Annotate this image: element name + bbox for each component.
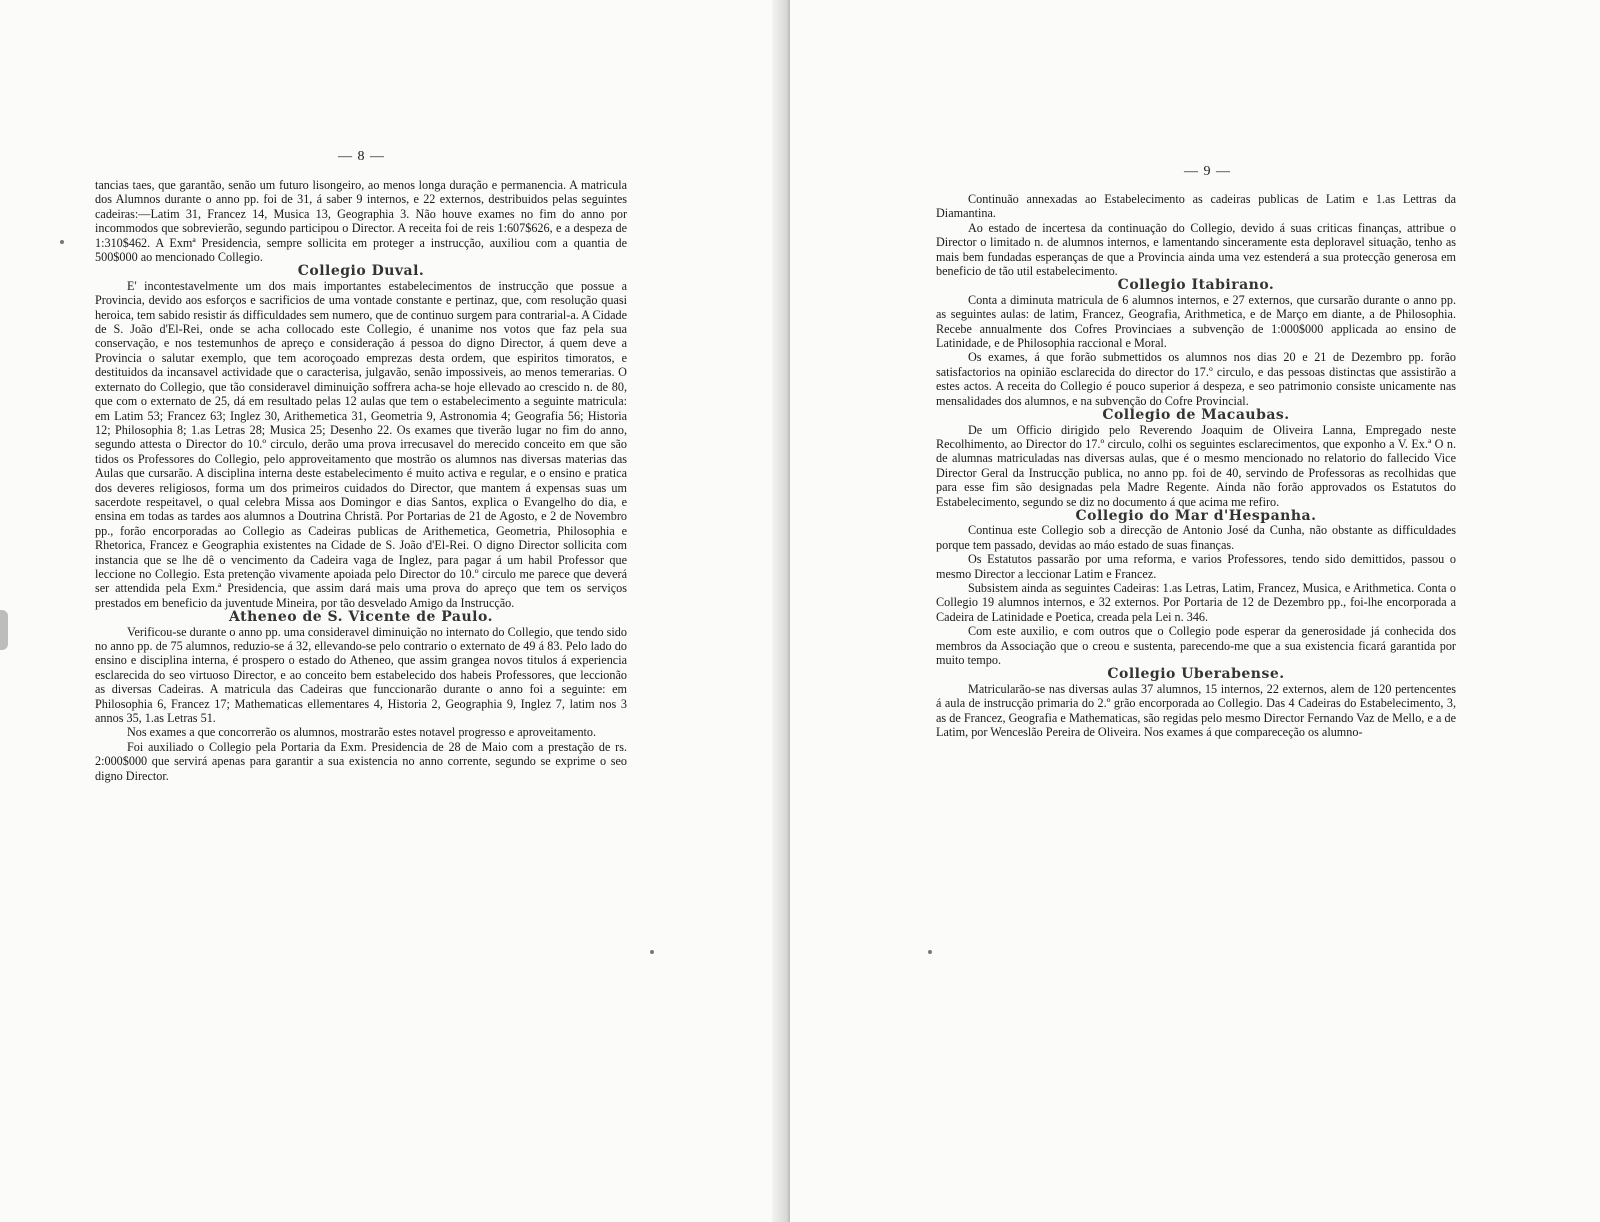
section-heading: Collegio Itabirano. <box>1117 277 1275 294</box>
section-heading: Collegio Uberabense. <box>1107 666 1285 683</box>
paragraph: Os Estatutos passarão por uma reforma, e varios Professores, tendo sido demittidos, passou o mesmo Director a leccionar Latim e Francez. <box>936 552 1456 581</box>
right-column <box>936 192 1456 739</box>
page-edge-mark <box>0 610 8 650</box>
paragraph: Ao estado de incertesa da continuação do Collegio, devido á suas criticas finanças, attribue o Director o limitado n. de alumnos internos, e lamentando sinceramente esta deploravel situação, tenho as mais bem fundadas esperanças de que a Provincia ainda uma vez estenderá a sua protecção generosa em beneficio de tão util estabelecimento. <box>936 220 1456 279</box>
paragraph: Os exames, á que forão submettidos os alumnos nos dias 20 e 21 de Dezembro pp. forão satisfactorios na opinião esclarecida do director do 17.º circulo, e das pessoas distinctas que assistirão a estes actos. A receita do Collegio é pouco superior á despeza, e seo patrimonio consiste unicamente nas mensalidades dos alumnos, e na subvenção do Cofre Provincial. <box>936 350 1456 408</box>
left-column <box>95 178 627 783</box>
paragraph: Com este auxilio, e com outros que o Collegio pode esperar da generosidade já conhecida dos membros da Associação que o creou e sustenta, parecendo-me que a sua existencia ficará garantida por muito tempo. <box>936 624 1456 667</box>
paragraph: Foi auxiliado o Collegio pela Portaria da Exm. Presidencia de 28 de Maio com a prestação de rs. 2:000$000 que servirá apenas para garantir a sua existencia no anno corrente, segundo se exprime o seo digno Director. <box>95 739 627 783</box>
paragraph: Nos exames a que concorrerão os alumnos, mostrarão estes notavel progresso e aproveitamento. <box>127 725 597 740</box>
section-heading: Collegio do Mar d'Hespanha. <box>1075 507 1317 524</box>
section-heading: Atheneo de S. Vicente de Paulo. <box>229 609 493 626</box>
paragraph: Verificou-se durante o anno pp. uma consideravel diminuição no internato do Collegio, que tendo sido no anno pp. de 75 alumnos, reduzio-se á 32, ellevando-se pelo contrario o externato de 49 á 83. Pelo lado do ensino e disciplina interna, é prospero o estado do Atheneo, que assim grangea novos titulos á experiencia esclarecida do seo virtuoso Director, e ao conceito bem estabelecido dos habeis Professores, que leccionão as diversas Cadeiras. A matricula das Cadeiras que funccionarão durante o anno foi a seguinte: em Philosophia 6, Francez 17; Mathematicas ellementares 4, Historia 2, Geographia 9, Inglez 7, latim nos 3 annos 35, 1.as Letras 51. <box>95 624 627 726</box>
ink-speck <box>650 950 654 954</box>
paragraph: E' incontestavelmente um dos mais importantes estabelecimentos de instrucção que possue a Provincia, devido aos esforços e sacrificios de uma vontade constante e pertinaz, que, com resolução quasi heroica, tem sabido resistir ás difficuldades sem numero, que de continuo surgem para contrarial-a. A Cidade de S. João d'El-Rei, onde se acha collocado este Collegio, é unanime nos votos que faz pela sua conservação, e nos testemunhos de apreço e consideração á pessoa do digno Director, á quem deve a Provincia o salutar exemplo, que tem acoroçoado emprezas desta ordem, que espiritos timoratos, e destituidos da incansavel actividade que o caracterisa, julgavão, senão impossiveis, ao menos temerarias. O externato do Collegio, que tão consideravel diminuição soffrera acha-se hoje ellevado ao crescido n. de 80, que com o externato de 25, dá em resultado pelas 12 aulas que tem o estabelecimento a seguinte matricula: em Latim 53; Francez 63; Inglez 30, Arithemetica 31, Geometria 9, Astronomia 4; Geografia 56; Historia 12; Philosophia 8; 1.as Letras 28; Musica 25; Desenho 22. Os exames que tiverão lugar no fim do anno, segundo attesta o Director do 10.º circulo, derão uma prova irrecusavel do merecido conceito em que são tidos os Professores do Collegio, pelo approveitamento que mostrão os alumnos nas diversas materias das Aulas que cursarão. A disciplina interna deste estabelecimento é muito activa e regular, e o ensino e pratica dos deveres religiosos, forma um dos primeiros cuidados do Director, que mantem á expensas suas um sacerdote respeitavel, o qual celebra Missa aos Domingor e dias Santos, explica o Evangelho do dia, e ensina em todas as tardes aos alumnos a Doutrina Christã. Por Portarias de 21 de Agosto, e 2 de Novembro pp., forão encorporadas ao Collegio as Cadeiras publicas de Arithemetica, Geometria, Philosophia e Rhetorica, Francez e Geographia existentes na Cidade de S. João d'El-Rei. O digno Director sollicita com instancia que se lhe dê o vencimento da Cadeira vaga de Inglez, para pagar á um habil Professor que leccione no Collegio. Esta pretenção vivamente apoiada pelo Director do 10.º circulo me parece que deverá ser attendida pela Exm.ª Presidencia, que assim dará mais uma prova do apreço que tem os serviços prestados em beneficio da juventude Mineira, por tão desvelado Amigo da Instrucção. <box>95 278 627 610</box>
paragraph: Conta a diminuta matricula de 6 alumnos internos, e 27 externos, que cursarão durante o anno pp. as seguintes aulas: de latim, Francez, Geografia, Arithmetica, e de Março em diante, a de Philosophia. Recebe annualmente dos Cofres Provinciaes a subvenção de 1:000$000 applicada ao ensino de Latinidade, e de Philosophia raccional e Moral. <box>936 292 1456 351</box>
paragraph: tancias taes, que garantão, senão um futuro lisongeiro, ao menos longa duração e permanencia. A matricula dos Alumnos durante o anno pp. foi de 31, á saber 9 internos, e 22 externos, destribuidos pelas seguintes cadeiras:—Latim 31, Francez 14, Musica 13, Geographia 3. Não houve exames no fim do anno por incommodos que sobrevierão, segundo participou o Director. A receita foi de reis 1:607$626, e a despeza de 1:310$462. A Exmª Presidencia, sempre sollicita em proteger a instrucção, auxiliou com a quantia de 500$000 ao mencionado Collegio. <box>95 178 627 265</box>
left-page <box>0 0 790 1222</box>
paragraph: Continua este Collegio sob a direcção de Antonio José da Cunha, não obstante as difficuldades porque tem passado, devidas ao máo estado de suas finanças. <box>936 523 1456 552</box>
paragraph: Matricularão-se nas diversas aulas 37 alumnos, 15 internos, 22 externos, alem de 120 pertencentes á aula de instrucção primaria do 2.º grão encorporada ao Collegio. Das 4 Cadeiras do Estabelecimento, 3, as de Francez, Geografia e Mathematicas, são regidas pelo mesmo Director Fernando Vaz de Mello, e a de Latim, por Wenceslão Pereira de Oliveira. Nos exames á que compareceção os alumno- <box>936 681 1456 740</box>
ink-speck <box>60 240 64 244</box>
paragraph: De um Officio dirigido pelo Reverendo Joaquim de Oliveira Lanna, Empregado neste Recolhimento, ao Director do 17.º circulo, colhi os seguintes esclarecimentos, que exponho a V. Ex.ª O n. de alumnas matriculadas nas diversas aulas, que é o mesmo mencionado no relatorio do fallecido Vice Director Geral da Instrucção publica, no anno pp. foi de 40, servindo de Professoras as recolhidas que para esse fim são designadas pela Madre Regente. Ainda não forão approvados os Estatutos do Estabelecimento, segundo se diz no documento á que acima me refiro. <box>936 422 1456 509</box>
section-heading: Collegio de Macaubas. <box>1102 407 1290 424</box>
paragraph: Subsistem ainda as seguintes Cadeiras: 1.as Letras, Latim, Francez, Musica, e Arithmetica. Conta o Collegio 19 alumnos internos, e 32 externos. Por Portaria de 12 de Dezembro pp., foi-lhe encorporada a Cadeira de Latinidade e Poetica, creada pela Lei n. 346. <box>936 580 1456 624</box>
page-number: — 8 — <box>338 149 385 164</box>
ink-speck <box>928 950 932 954</box>
paragraph: Continuão annexadas ao Estabelecimento as cadeiras publicas de Latim e 1.as Lettras da Diamantina. <box>936 192 1456 221</box>
page-number: — 9 — <box>1184 164 1231 179</box>
section-heading: Collegio Duval. <box>297 263 425 280</box>
right-page <box>790 0 1600 1222</box>
